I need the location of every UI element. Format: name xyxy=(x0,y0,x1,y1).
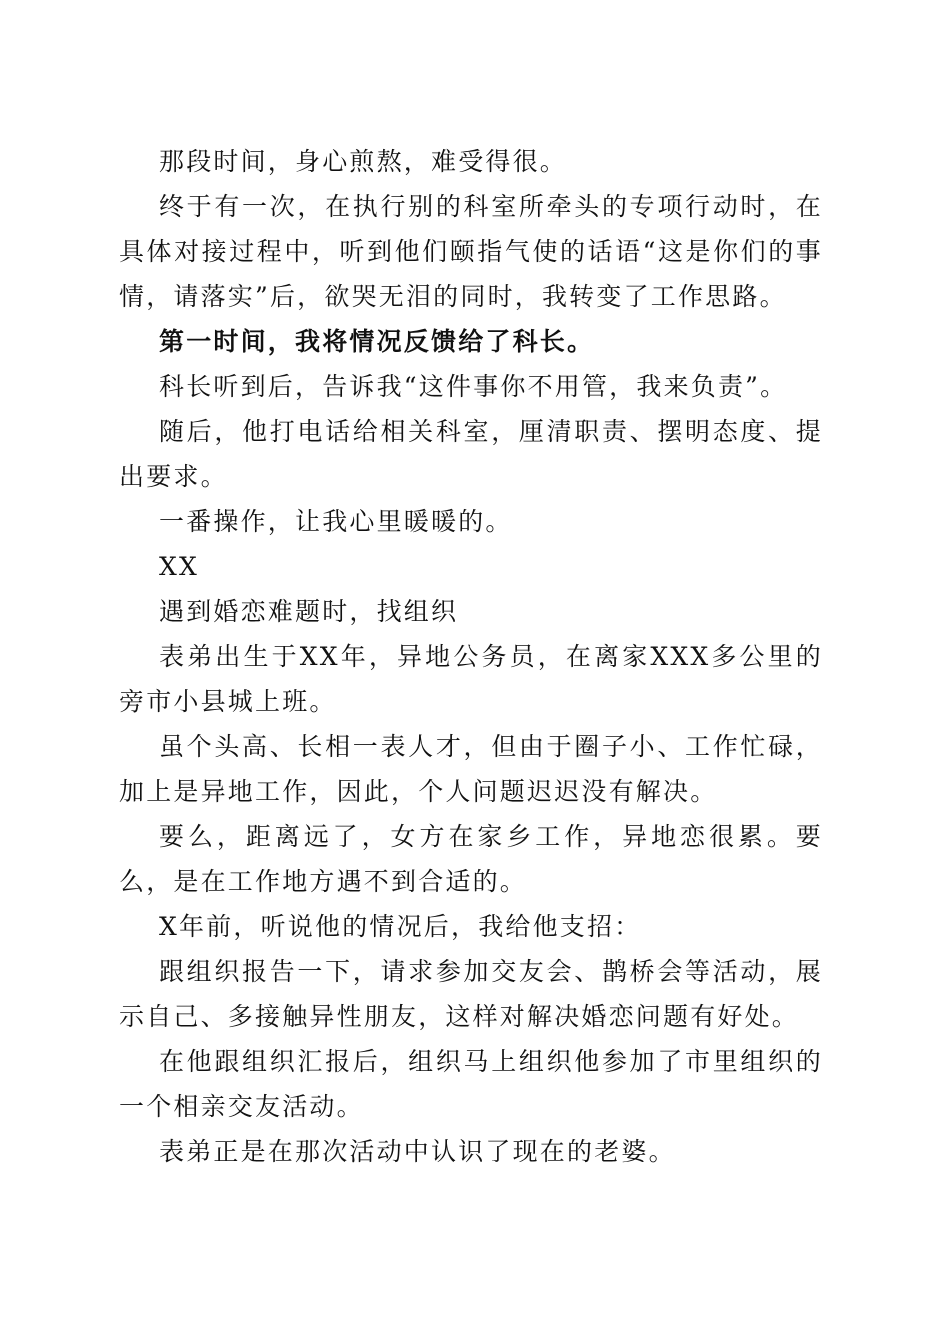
document-body xyxy=(119,139,823,1174)
paragraph: 表弟出生于XX年，异地公务员，在离家XXX多公里的旁市小县城上班。 xyxy=(119,642,823,716)
paragraph: 表弟正是在那次活动中认识了现在的老婆。 xyxy=(159,1137,676,1166)
paragraph: 一番操作，让我心里暖暖的。 xyxy=(159,507,513,536)
paragraph: X年前，听说他的情况后，我给他支招： xyxy=(159,912,642,941)
paragraph: 第一时间，我将情况反馈给了科长。 xyxy=(159,327,595,356)
section-heading: 遇到婚恋难题时，找组织 xyxy=(159,597,459,626)
paragraph: 跟组织报告一下，请求参加交友会、鹊桥会等活动，展示自己、多接触异性朋友，这样对解决婚恋问题有好处。 xyxy=(119,957,823,1031)
paragraph: 在他跟组织汇报后，组织马上组织他参加了市里组织的一个相亲交友活动。 xyxy=(119,1047,823,1121)
paragraph: 随后，他打电话给相关科室，厘清职责、摆明态度、提出要求。 xyxy=(119,417,823,491)
section-number: XX xyxy=(159,552,199,581)
paragraph: 要么，距离远了，女方在家乡工作，异地恋很累。要么，是在工作地方遇不到合适的。 xyxy=(119,822,823,896)
paragraph: 虽个头高、长相一表人才，但由于圈子小、工作忙碌，加上是异地工作，因此，个人问题迟迟没有解决。 xyxy=(119,732,823,806)
paragraph: 科长听到后，告诉我“这件事你不用管，我来负责”。 xyxy=(159,372,788,401)
paragraph: 终于有一次，在执行别的科室所牵头的专项行动时，在具体对接过程中，听到他们颐指气使的话语“这是你们的事情，请落实”后，欲哭无泪的同时，我转变了工作思路。 xyxy=(119,192,823,311)
paragraph: 那段时间，身心煎熬，难受得很。 xyxy=(159,147,568,176)
